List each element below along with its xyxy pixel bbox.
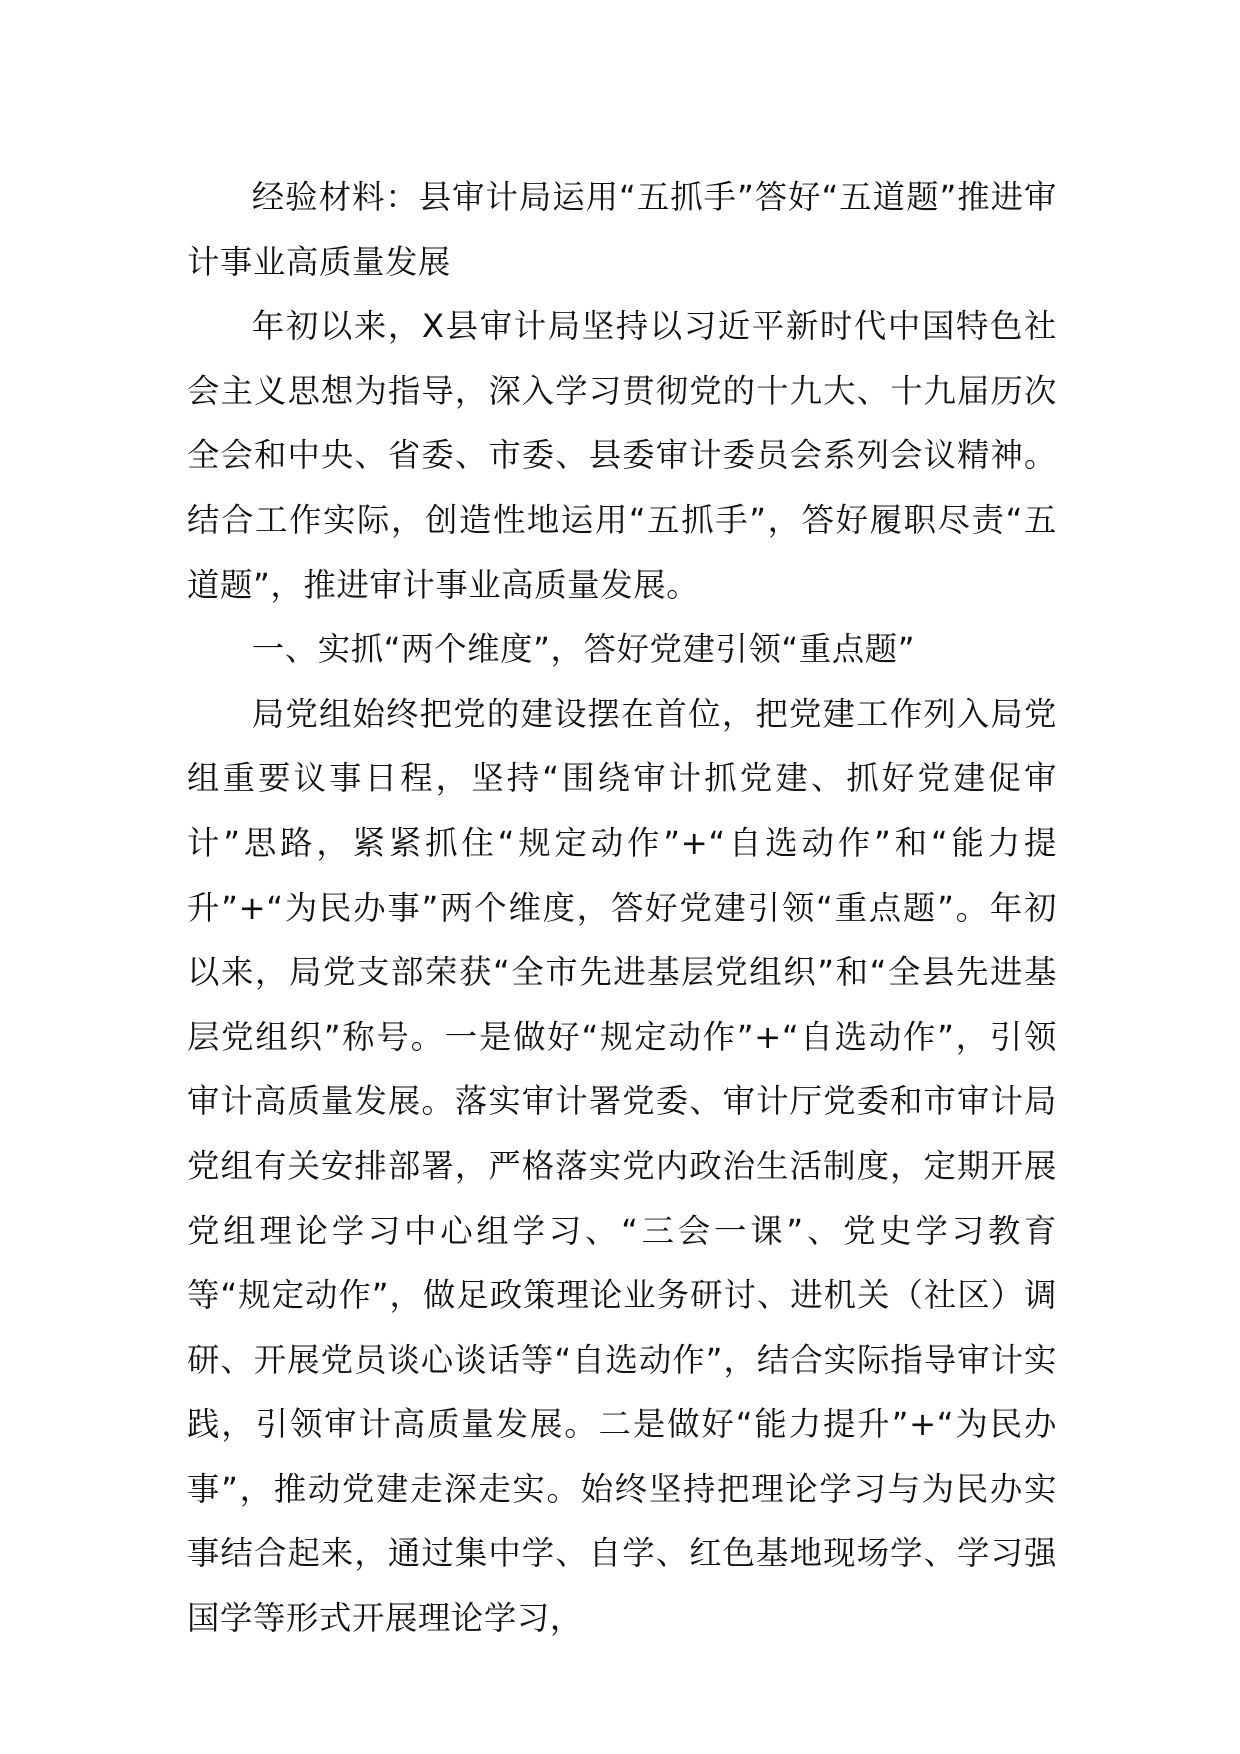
section-paragraph: 局党组始终把党的建设摆在首位，把党建工作列入局党组重要议事日程，坚持“围绕审计抓党建、抓好党建促审计”思路，紧紧抓住“规定动作”+“自选动作”和“能力提升”+“为民办事”两个维度，答好党建引领“重点题”。年初以来，局党支部荣获“全市先进基层党组织”和“全县先进基层党组织”称号。一是做好“规定动作”+“自选动作”，引领审计高质量发展。落实审计署党委、审计厅党委和市审计局党组有关安排部署，严格落实党内政治生活制度，定期开展党组理论学习中心组学习、“三会一课”、党史学习教育等“规定动作”，做足政策理论业务研讨、进机关（社区）调研、开展党员谈心谈话等“自选动作”，结合实际指导审计实践，引领审计高质量发展。二是做好“能力提升”+“为民办事”，推动党建走深走实。始终坚持把理论学习与为民办实事结合起来，通过集中学、自学、红色基地现场学、学习强国学等形式开展理论学习， (187, 694, 1057, 1638)
section-heading: 一、实抓“两个维度”，答好党建引领“重点题” (251, 630, 916, 669)
intro-paragraph: 年初以来，X县审计局坚持以习近平新时代中国特色社会主义思想为指导，深入学习贯彻党的十九大、十九届历次全会和中央、省委、市委、县委审计委员会系列会议精神。结合工作实际，创造性地运用“五抓手”，答好履职尽责“五道题”，推进审计事业高质量发展。 (187, 307, 1057, 604)
document-title: 经验材料：县审计局运用“五抓手”答好“五道题”推进审计事业高质量发展 (187, 178, 1057, 281)
document-body (187, 165, 1057, 1651)
